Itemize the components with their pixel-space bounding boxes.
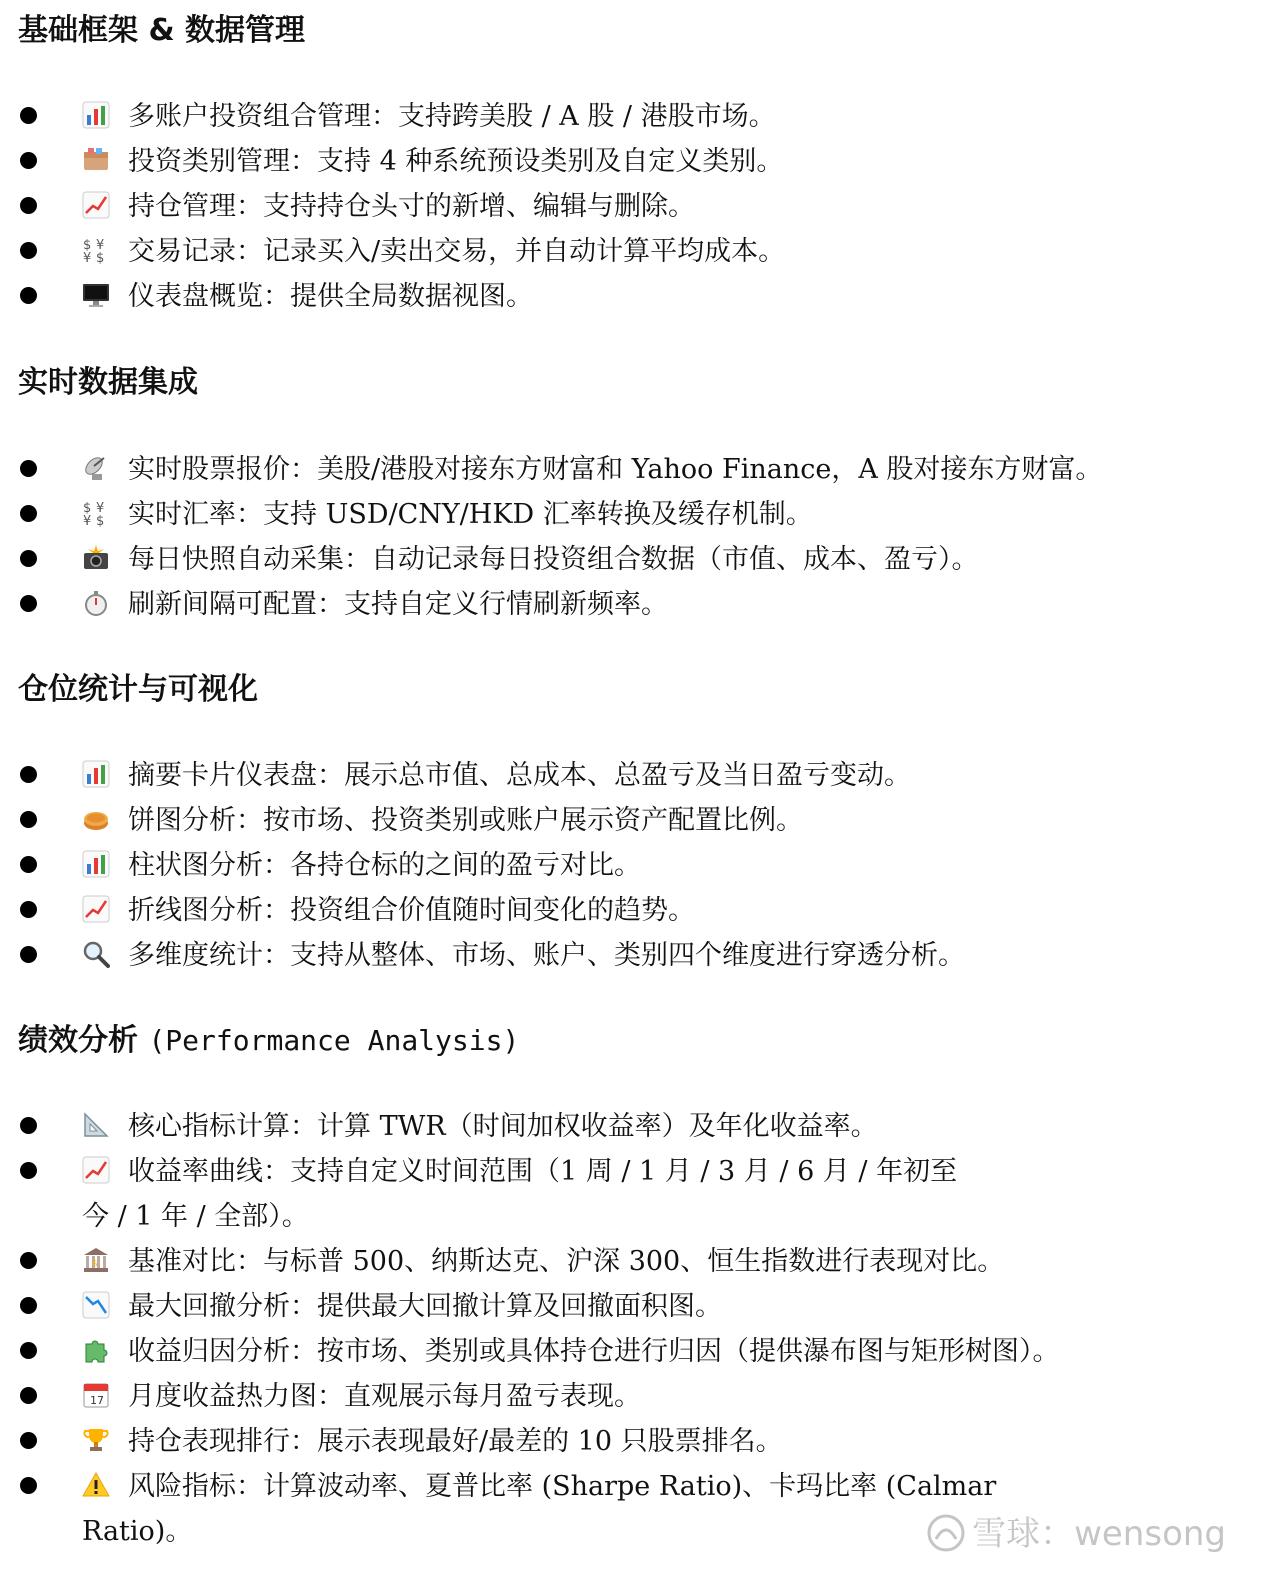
bullet: [20, 550, 37, 567]
bar-chart-icon: [82, 760, 110, 788]
item-first-line: [18, 1149, 1060, 1194]
magnifying-glass-icon: [82, 940, 110, 968]
svg-text:$: $: [96, 251, 105, 264]
feature-list: [18, 1104, 1060, 1554]
item-text: 持仓表现排行：展示表现最好/最差的 10 只股票排名。: [128, 1426, 783, 1457]
chart-increasing-icon: [82, 895, 110, 923]
item-text: 每日快照自动采集：自动记录每日投资组合数据（市值、成本、盈亏）。: [128, 544, 979, 575]
item-first-line: [18, 1464, 1060, 1509]
list-item: [18, 582, 1102, 627]
puzzle-piece-icon: [82, 1336, 110, 1364]
snowball-logo-icon: [926, 1513, 966, 1553]
list-item: [18, 933, 965, 978]
section-title: 仓位统计与可视化: [18, 672, 258, 707]
svg-text:$: $: [96, 514, 105, 527]
bullet: [20, 152, 37, 169]
pie-icon: [82, 805, 110, 833]
item-text: 实时汇率：支持 USD/CNY/HKD 汇率转换及缓存机制。: [128, 499, 813, 530]
list-item: [18, 492, 1102, 537]
item-text: 最大回撤分析：提供最大回撤计算及回撤面积图。: [128, 1291, 722, 1322]
section-title: [18, 1022, 519, 1060]
svg-text:¥: ¥: [83, 514, 92, 527]
bullet: [20, 1342, 37, 1359]
bullet: [20, 1117, 37, 1134]
svg-text:¥: ¥: [83, 251, 92, 264]
item-text: 实时股票报价：美股/港股对接东方财富和 Yahoo Finance，A 股对接东方财富。: [128, 454, 1103, 485]
feature-list: [18, 94, 785, 319]
list-item: [18, 1464, 1060, 1554]
section-foundation: [18, 12, 305, 50]
bullet: [20, 946, 37, 963]
list-item: [18, 798, 965, 843]
svg-text:¥: ¥: [96, 238, 105, 253]
bullet: [20, 1162, 37, 1179]
bank-icon: [82, 1246, 110, 1274]
bullet: [20, 1297, 37, 1314]
list-item: [18, 537, 1102, 582]
chart-decreasing-icon: [82, 1291, 110, 1319]
bullet: [20, 856, 37, 873]
satellite-antenna-icon: [82, 454, 110, 482]
bar-chart-icon: [82, 850, 110, 878]
list-item: [18, 447, 1102, 492]
svg-text:$: $: [92, 1259, 98, 1269]
item-text: 刷新间隔可配置：支持自定义行情刷新频率。: [128, 589, 668, 620]
stopwatch-icon: [82, 589, 110, 617]
bullet: [20, 460, 37, 477]
item-continuation: Ratio)。: [82, 1516, 193, 1547]
list-item: [18, 843, 965, 888]
item-text: 交易记录：记录买入/卖出交易，并自动计算平均成本。: [128, 236, 786, 267]
warning-icon: [82, 1471, 110, 1499]
item-text: 饼图分析：按市场、投资类别或账户展示资产配置比例。: [128, 805, 803, 836]
section-title-latin: (Performance Analysis): [148, 1024, 520, 1057]
bullet: [20, 107, 37, 124]
item-text: 核心指标计算：计算 TWR（时间加权收益率）及年化收益率。: [128, 1111, 878, 1142]
bullet: [20, 1387, 37, 1404]
list-item: [18, 229, 785, 274]
bullet: [20, 901, 37, 918]
feature-list: [18, 753, 965, 978]
bullet: [20, 242, 37, 259]
section-title: 实时数据集成: [18, 365, 198, 400]
chart-increasing-icon: [82, 1156, 110, 1184]
item-text: 持仓管理：支持持仓头寸的新增、编辑与删除。: [128, 191, 695, 222]
list-item: [18, 753, 965, 798]
list-item: [18, 1239, 1060, 1284]
list-item: [18, 139, 785, 184]
item-text: 折线图分析：投资组合价值随时间变化的趋势。: [128, 895, 695, 926]
bullet: [20, 595, 37, 612]
item-text: 仪表盘概览：提供全局数据视图。: [128, 281, 533, 312]
section-realtime: [18, 364, 198, 402]
calendar-icon: [82, 1381, 110, 1409]
item-text: 收益率曲线：支持自定义时间范围（1 周 / 1 月 / 3 月 / 6 月 / 年初至: [128, 1156, 958, 1187]
list-item: [18, 184, 785, 229]
trophy-icon: [82, 1426, 110, 1454]
bullet: [20, 505, 37, 522]
svg-text:¥: ¥: [96, 501, 105, 516]
item-text: 风险指标：计算波动率、夏普比率 (Sharpe Ratio)、卡玛比率 (Calmar: [128, 1471, 997, 1502]
item-text: 柱状图分析：各持仓标的之间的盈亏对比。: [128, 850, 641, 881]
item-text: 多账户投资组合管理：支持跨美股 / A 股 / 港股市场。: [128, 101, 776, 132]
list-item: [18, 1149, 1060, 1239]
item-text: 月度收益热力图：直观展示每月盈亏表现。: [128, 1381, 641, 1412]
watermark: [926, 1506, 1226, 1555]
svg-text:17: 17: [90, 1394, 104, 1407]
watermark-text: 雪球：wensong: [972, 1514, 1226, 1554]
currency-exchange-icon: [82, 236, 110, 264]
feature-list: [18, 447, 1102, 627]
list-item: [18, 94, 785, 139]
bullet: [20, 766, 37, 783]
section-visualization: [18, 671, 258, 709]
chart-increasing-icon: [82, 191, 110, 219]
bullet: [20, 197, 37, 214]
bullet: [20, 287, 37, 304]
item-text: 基准对比：与标普 500、纳斯达克、沪深 300、恒生指数进行表现对比。: [128, 1246, 1005, 1277]
item-text: 投资类别管理：支持 4 种系统预设类别及自定义类别。: [128, 146, 784, 177]
list-item: [18, 1374, 1060, 1419]
list-item: [18, 274, 785, 319]
item-text: 收益归因分析：按市场、类别或具体持仓进行归因（提供瀑布图与矩形树图）。: [128, 1336, 1060, 1367]
item-text: 摘要卡片仪表盘：展示总市值、总成本、总盈亏及当日盈亏变动。: [128, 760, 911, 791]
triangular-ruler-icon: [82, 1111, 110, 1139]
item-text: 多维度统计：支持从整体、市场、账户、类别四个维度进行穿透分析。: [128, 940, 965, 971]
list-item: [18, 1284, 1060, 1329]
bullet: [20, 811, 37, 828]
camera-flash-icon: [82, 544, 110, 572]
section-title-cn: 绩效分析: [18, 1023, 138, 1058]
card-box-icon: [82, 146, 110, 174]
bullet: [20, 1252, 37, 1269]
section-performance: [18, 1022, 519, 1060]
list-item: [18, 1329, 1060, 1374]
bullet: [20, 1432, 37, 1449]
section-title: 基础框架 & 数据管理: [18, 13, 306, 48]
list-item: [18, 1419, 1060, 1464]
item-continuation: 今 / 1 年 / 全部）。: [82, 1201, 309, 1232]
svg-text:$: $: [83, 238, 92, 253]
bar-chart-icon: [82, 101, 110, 129]
currency-exchange-icon: [82, 499, 110, 527]
desktop-computer-icon: [82, 281, 110, 309]
list-item: [18, 1104, 1060, 1149]
bullet: [20, 1477, 37, 1494]
svg-text:$: $: [83, 501, 92, 516]
list-item: [18, 888, 965, 933]
